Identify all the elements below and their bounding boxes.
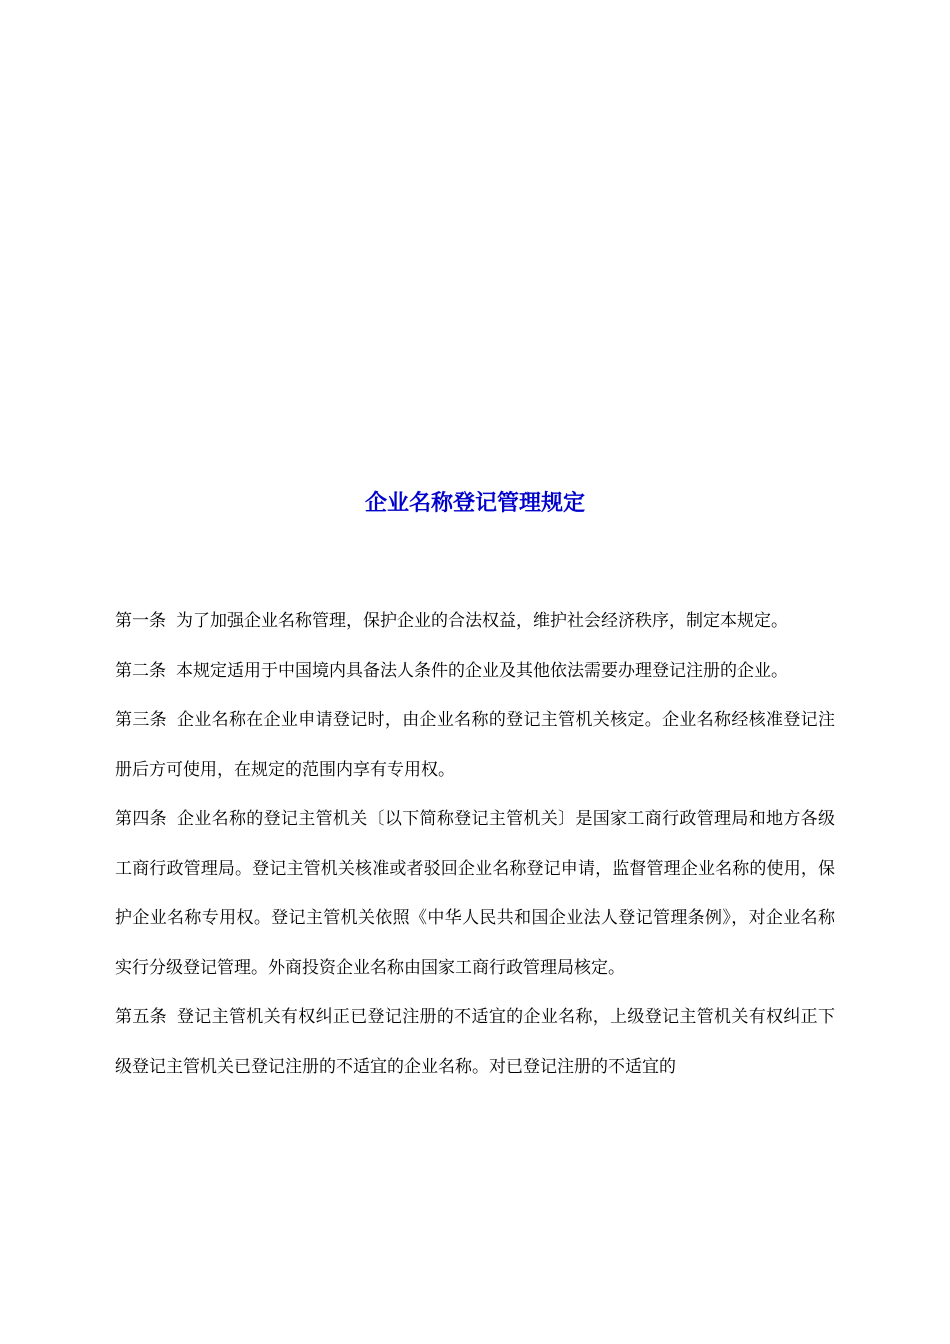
article-text: 企业名称的登记主管机关〔以下简称登记主管机关〕是国家工商行政管理局和地方各级工商行政管理局。登记主管机关核准或者驳回企业名称登记申请，监督管理企业名称的使用，保护企业名称专用权。登记主管机关依照《中华人民共和国企业法人登记管理条例》，对企业名称实行分级登记管理。外商投资企业名称由国家工商行政管理局核定。 [115,809,836,978]
article-1 [115,597,835,647]
article-3 [115,696,835,795]
article-2 [115,647,835,697]
article-4 [115,795,835,993]
document-title: 企业名称登记管理规定 [364,491,585,516]
article-text: 本规定适用于中国境内具备法人条件的企业及其他依法需要办理登记注册的企业。 [176,660,788,681]
article-number: 第三条 [115,710,167,730]
document-body [115,597,835,1092]
article-number: 第四条 [115,809,167,829]
article-number: 第一条 [115,611,166,631]
article-text: 登记主管机关有权纠正已登记注册的不适宜的企业名称，上级登记主管机关有权纠正下级登记主管机关已登记注册的不适宜的企业名称。对已登记注册的不适宜的 [115,1007,836,1077]
article-text: 为了加强企业名称管理，保护企业的合法权益，维护社会经济秩序，制定本规定。 [176,611,788,631]
article-text: 企业名称在企业申请登记时，由企业名称的登记主管机关核定。企业名称经核准登记注册后方可使用，在规定的范围内享有专用权。 [115,710,836,780]
article-number: 第五条 [115,1007,167,1027]
article-5 [115,993,835,1092]
article-number: 第二条 [115,660,166,681]
